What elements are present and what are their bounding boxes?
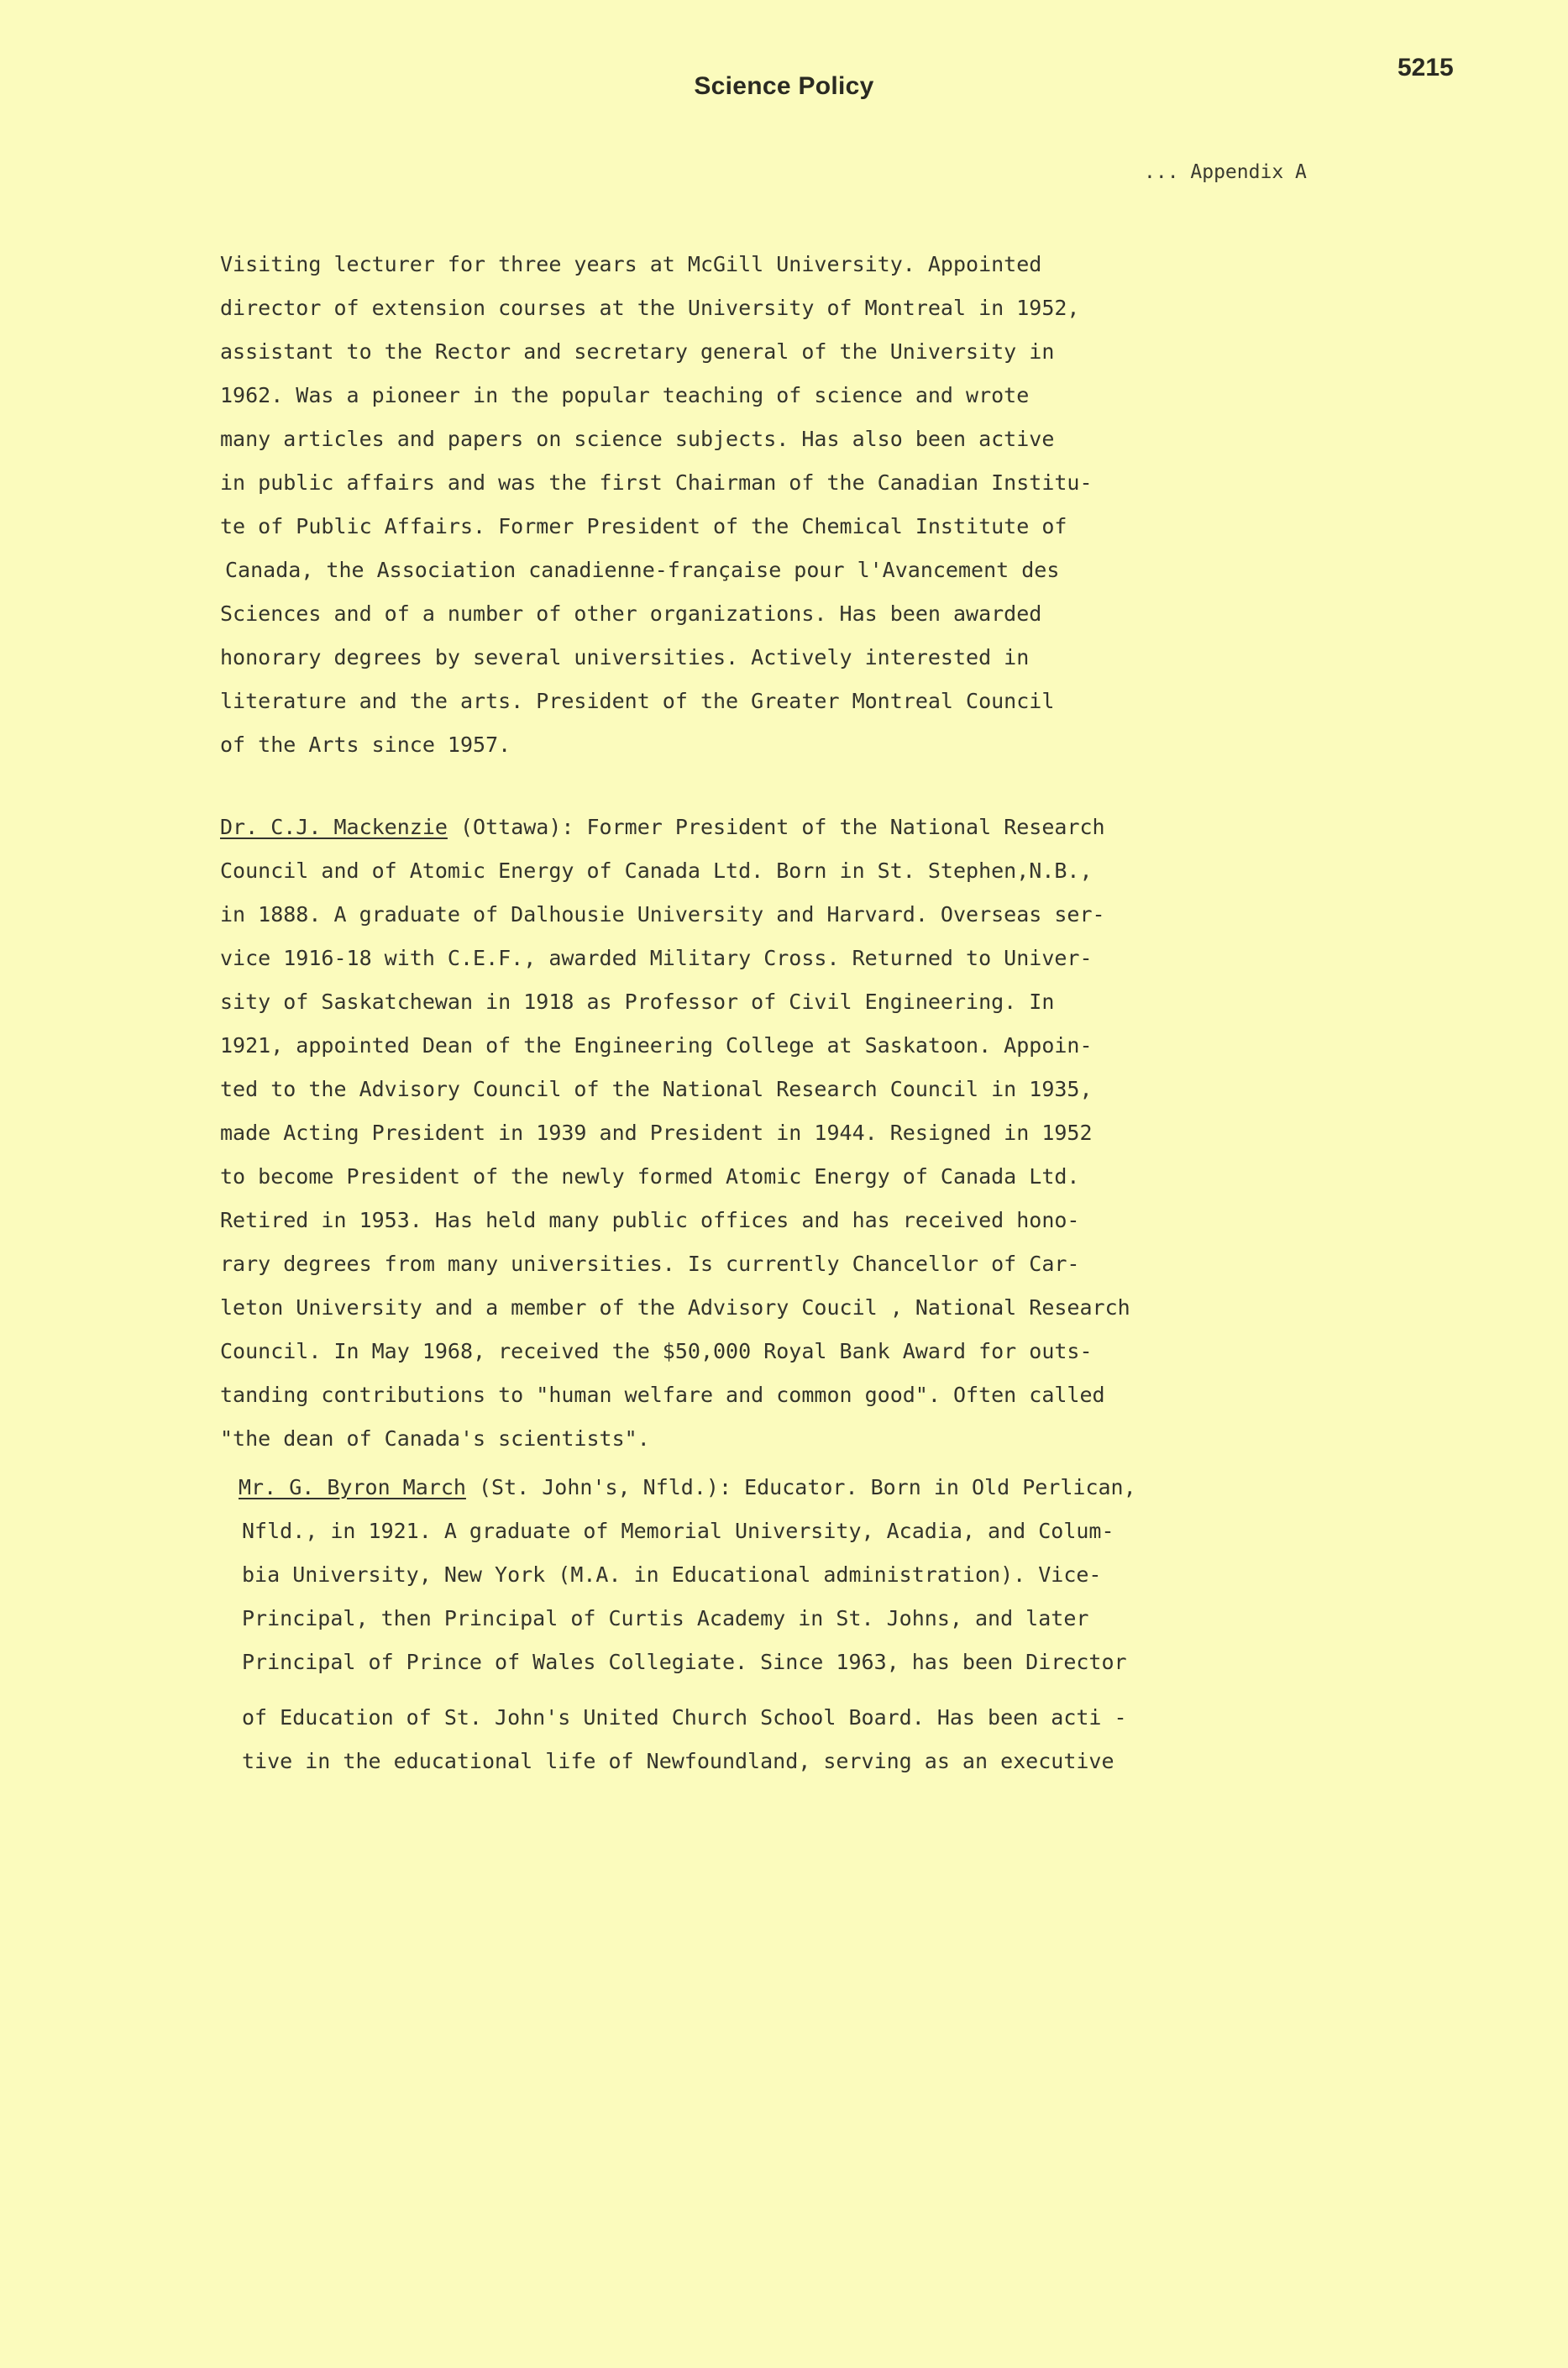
text-line: Council. In May 1968, received the $50,000 Royal Bank Award for outs- xyxy=(220,1339,1093,1363)
text-line: 1921, appointed Dean of the Engineering College at Saskatoon. Appoin- xyxy=(220,1033,1093,1058)
text-line: in public affairs and was the first Chairman of the Canadian Institu- xyxy=(220,470,1093,495)
text-line: ted to the Advisory Council of the National Research Council in 1935, xyxy=(220,1077,1093,1101)
text-line: bia University, New York (M.A. in Educational administration). Vice- xyxy=(242,1562,1102,1587)
text-line: 1962. Was a pioneer in the popular teaching of science and wrote xyxy=(220,383,1030,407)
text-line: Retired in 1953. Has held many public offices and has received hono- xyxy=(220,1208,1080,1232)
text-line: of the Arts since 1957. xyxy=(220,732,511,757)
appendix-label: ... Appendix A xyxy=(1144,161,1307,183)
person-name: Mr. G. Byron March xyxy=(239,1475,466,1499)
text-line xyxy=(239,1475,1136,1499)
text-line: Visiting lecturer for three years at McGill University. Appointed xyxy=(220,252,1042,276)
text-line: vice 1916-18 with C.E.F., awarded Military Cross. Returned to Univer- xyxy=(220,946,1093,970)
text-line: sity of Saskatchewan in 1918 as Professor of Civil Engineering. In xyxy=(220,990,1055,1014)
text-line: Sciences and of a number of other organizations. Has been awarded xyxy=(220,601,1042,626)
text-line: tive in the educational life of Newfoundland, serving as an executive xyxy=(242,1749,1114,1773)
text-line: many articles and papers on science subjects. Has also been active xyxy=(220,427,1055,451)
text-line: director of extension courses at the University of Montreal in 1952, xyxy=(220,296,1080,320)
text-line: Nfld., in 1921. A graduate of Memorial University, Acadia, and Colum- xyxy=(242,1519,1114,1543)
text-line: Principal, then Principal of Curtis Academy in St. Johns, and later xyxy=(242,1606,1089,1630)
text-line: literature and the arts. President of the Greater Montreal Council xyxy=(220,689,1055,713)
text-line: made Acting President in 1939 and President in 1944. Resigned in 1952 xyxy=(220,1121,1093,1145)
text-line: Principal of Prince of Wales Collegiate. Since 1963, has been Director xyxy=(242,1650,1127,1674)
text-line: in 1888. A graduate of Dalhousie University and Harvard. Overseas ser- xyxy=(220,902,1105,927)
text-fragment: (Ottawa): Former President of the National Research xyxy=(447,815,1105,839)
text-line: Canada, the Association canadienne-française pour l'Avancement des xyxy=(225,558,1060,582)
text-fragment: (St. John's, Nfld.): Educator. Born in Old Perlican, xyxy=(465,1475,1136,1499)
text-line: honorary degrees by several universities. Actively interested in xyxy=(220,645,1030,669)
text-line: te of Public Affairs. Former President of the Chemical Institute of xyxy=(220,514,1067,538)
text-line: assistant to the Rector and secretary general of the University in xyxy=(220,339,1055,364)
running-title: Science Policy xyxy=(694,72,874,100)
text-line: "the dean of Canada's scientists". xyxy=(220,1426,650,1451)
text-line: of Education of St. John's United Church School Board. Has been acti - xyxy=(242,1705,1127,1730)
text-line: tanding contributions to "human welfare and common good". Often called xyxy=(220,1383,1105,1407)
text-line xyxy=(220,815,1105,839)
text-line: Council and of Atomic Energy of Canada Ltd. Born in St. Stephen,N.B., xyxy=(220,858,1093,883)
text-line: leton University and a member of the Advisory Coucil , National Research xyxy=(220,1295,1130,1320)
page-number: 5215 xyxy=(1398,54,1454,81)
text-line: to become President of the newly formed Atomic Energy of Canada Ltd. xyxy=(220,1164,1080,1189)
person-name: Dr. C.J. Mackenzie xyxy=(220,815,448,839)
text-line: rary degrees from many universities. Is currently Chancellor of Car- xyxy=(220,1252,1080,1276)
